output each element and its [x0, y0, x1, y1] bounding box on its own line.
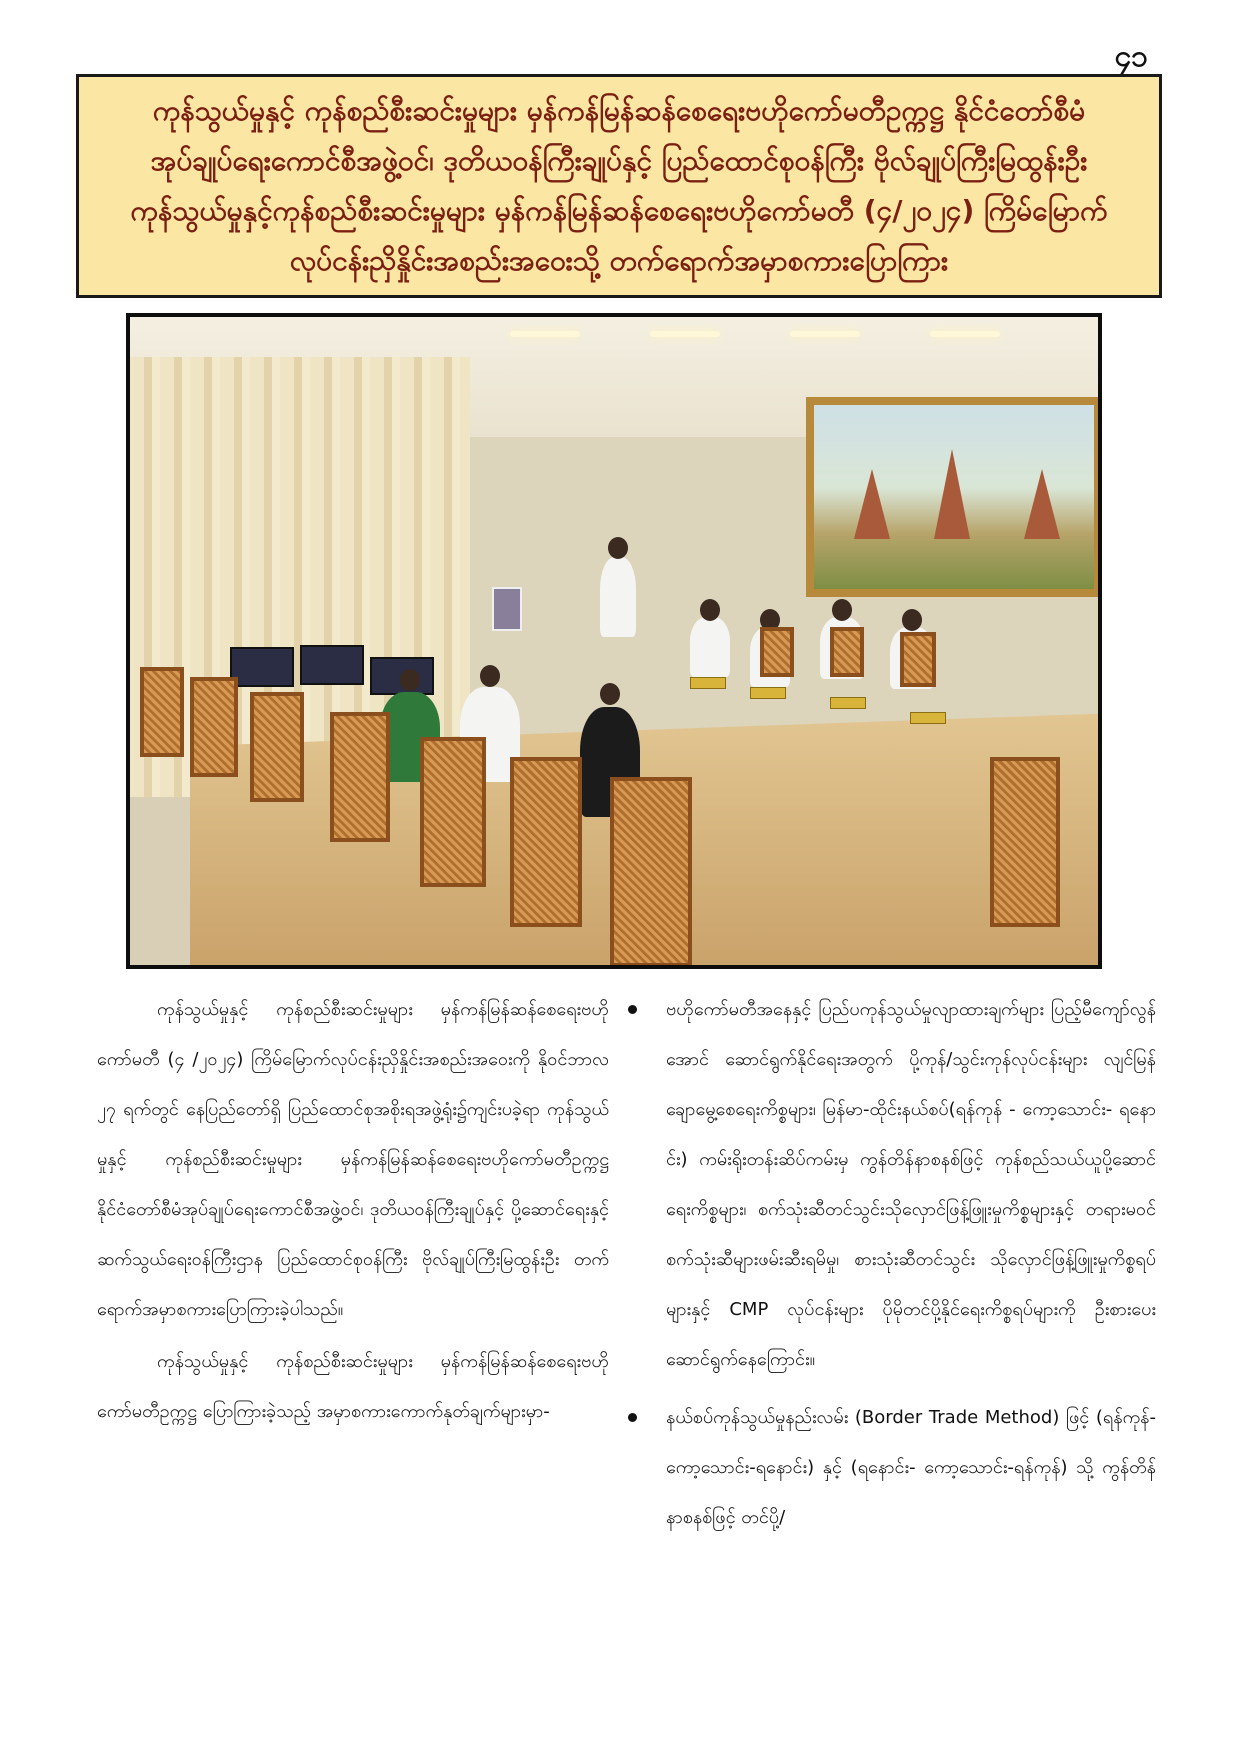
pagoda-shape [934, 449, 970, 539]
attendee-head [832, 599, 852, 621]
page-number: ၄၁ [1114, 39, 1148, 74]
headline-line-4: လုပ်ငန်းညှိနှိုင်းအစည်းအဝေးသို့ တက်ရောက်အမှာစကားပြောကြား [289, 244, 949, 277]
nameplate [830, 697, 866, 709]
bullet-icon [628, 1005, 637, 1014]
body-paragraph: ကုန်သွယ်မှုနှင့် ကုန်စည်စီးဆင်းမှုများ မှန်ကန်မြန်ဆန်စေရေးဗဟိုကော်မတီ (၄ /၂၀၂၄) ကြိမ်မြောက်လုပ်ငန်းညှိနှိုင်းအစည်းအဝေးကို နိုဝင်ဘာလ ၂၇ ရက်တွင် နေပြည်တော်ရှိ ပြည်ထောင်စုအစိုးရအဖွဲ့ရုံး၌ကျင်းပခဲ့ရာ ကုန်သွယ်မှုနှင့် ကုန်စည်စီးဆင်းမှုများ မှန်ကန်မြန်ဆန်စေရေးဗဟိုကော်မတီဥက္ကဋ္ဌ နိုင်ငံတော်စီမံအုပ်ချုပ်ရေးကောင်စီအဖွဲ့ဝင်၊ ဒုတိယဝန်ကြီးချုပ်နှင့် ပို့ဆောင်ရေးနှင့်ဆက်သွယ်ရေးဝန်ကြီးဌာန ပြည်ထောင်စုဝန်ကြီး ဗိုလ်ချုပ်ကြီးမြထွန်းဦး တက်ရောက်အမှာစကားပြောကြားခဲ့ပါသည်။ [97, 999, 609, 1320]
monitor [300, 645, 364, 685]
ceiling-light [930, 331, 1000, 337]
chair [990, 757, 1060, 927]
attendee [690, 617, 730, 677]
ceiling-light [790, 331, 860, 337]
chair [140, 667, 184, 757]
bullet-text: နယ်စပ်ကုန်သွယ်မှုနည်းလမ်း (Border Trade Method) ဖြင့် (ရန်ကုန်-ကော့သောင်း-ရနောင်း) နှင့် (ရနောင်း- ကော့သောင်း-ရန်ကုန်) သို့ ကွန်တိန်နာစနစ်ဖြင့် တင်ပို့/ [666, 1407, 1156, 1528]
nameplate [690, 677, 726, 689]
bullet-text: ဗဟိုကော်မတီအနေနှင့် ပြည်ပကုန်သွယ်မှုလျာထားချက်များ ပြည့်မီကျော်လွန်အောင် ဆောင်ရွက်နိုင်ရေးအတွက် ပို့ကုန်/သွင်းကုန်လုပ်ငန်းများ လျင်မြန်ချောမွေ့စေရေးကိစ္စများ၊ မြန်မာ-ထိုင်းနယ်စပ်(ရန်ကုန် - ကော့သောင်း- ရနောင်း) ကမ်းရိုးတန်းဆိပ်ကမ်းမှ ကွန်တိန်နာစနစ်ဖြင့် ကုန်စည်သယ်ယူပို့ဆောင်ရေးကိစ္စများ၊ စက်သုံးဆီတင်သွင်းသိုလှောင်ဖြန့်ဖြူးမှုကိစ္စများနှင့် တရားမဝင်စက်သုံးဆီများဖမ်းဆီးရမိမှု၊ စားသုံးဆီတင်သွင်း သိုလှောင်ဖြန့်ဖြူးမှုကိစ္စရပ်များနှင့် CMP လုပ်ငန်းများ ပိုမိုတင်ပို့နိုင်ရေးကိစ္စရပ်များကို ဦးစားပေးဆောင်ရွက်နေကြောင်း။ [666, 999, 1156, 1370]
wall-poster [492, 587, 522, 631]
chair [330, 712, 390, 842]
chair [760, 627, 794, 677]
monitor [230, 647, 294, 687]
attendee-head [902, 609, 922, 631]
right-column [622, 985, 1156, 1543]
chair [250, 692, 304, 802]
nameplate [910, 712, 946, 724]
chair [830, 627, 864, 677]
attendee-standing [600, 557, 636, 637]
nameplate [750, 687, 786, 699]
attendee-head [700, 599, 720, 621]
attendee-head [400, 669, 420, 691]
left-column [97, 985, 609, 1437]
headline-line-1: ကုန်သွယ်မှုနှင့် ကုန်စည်စီးဆင်းမှုများ မှန်ကန်မြန်ဆန်စေရေးဗဟိုကော်မတီဥက္ကဋ္ဌ နိုင်ငံတော်စီမံ [152, 94, 1086, 127]
attendee-head [480, 665, 500, 687]
meeting-photo [126, 313, 1102, 969]
chair [420, 737, 486, 887]
ceiling-light [650, 331, 720, 337]
attendee-head [600, 683, 620, 705]
body-paragraph: ကုန်သွယ်မှုနှင့် ကုန်စည်စီးဆင်းမှုများ မှန်ကန်မြန်ဆန်စေရေးဗဟိုကော်မတီဥက္ကဋ္ဌ ပြောကြားခဲ့သည့် အမှာစကားကောက်နုတ်ချက်များမှာ- [97, 1351, 609, 1422]
attendee-head [608, 537, 628, 559]
chair [510, 757, 582, 927]
bullet-item [622, 1393, 1156, 1543]
chair [610, 777, 692, 967]
wall-painting [806, 397, 1102, 597]
headline-line-3: ကုန်သွယ်မှုနှင့်ကုန်စည်စီးဆင်းမှုများ မှန်ကန်မြန်ဆန်စေရေးဗဟိုကော်မတီ (၄/၂၀၂၄) ကြိမ်မြောက် [130, 194, 1108, 227]
pagoda-shape [854, 469, 890, 539]
pagoda-shape [1024, 469, 1060, 539]
chair [190, 677, 238, 777]
meeting-room-illustration [130, 317, 1098, 965]
bullet-icon [628, 1413, 637, 1422]
bullet-item [622, 985, 1156, 1385]
headline-line-2: အုပ်ချုပ်ရေးကောင်စီအဖွဲ့ဝင်၊ ဒုတိယဝန်ကြီးချုပ်နှင့် ပြည်ထောင်စုဝန်ကြီး ဗိုလ်ချုပ်ကြီးမြထွန်းဦး [150, 144, 1088, 177]
headline-box [76, 74, 1162, 298]
chair [900, 632, 936, 687]
ceiling-light [510, 331, 580, 337]
